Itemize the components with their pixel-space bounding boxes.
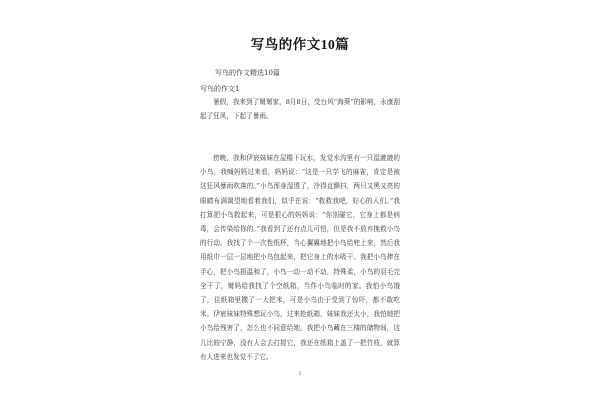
paragraph-2: 傍晚，我和伊宸妹妹在屋檐下玩水，发觉水沟里有一只湿漉漉的小鸟，我喊妈妈过来看，妈妈说：“这是一只学飞的麻雀，肯定是被这狂风暴雨吹落的。”小鸟浑身湿透了，冷得直颤抖，两只又黑又亮的眼睛布满渴望地看着我们，似乎在说：“救救我吧，好心的人们。”我打算把小鸟救起来，可是狠心的妈妈说：“你别碰它，它身上都是病毒，会传染给你的。”我看到了还有点儿可怕，但是我不放弃挽救小鸟的行动。我找了个一次性纸杯，当心翼翼地把小鸟给兜上来，然后我用纸巾一层一层地把小鸟包起来，把它身上的水吸干。我把小鸟捧在手心，把小鸟捂温和了，小鸟一动一动不动，特殊柔，小鸟的羽毛完全干了，舅妈给我找了个空纸箱，当作小鸟临时的家。我怕小鸟饿了，往纸箱里撒了一大把米，可是小鸟由于受到了惊吓，都不敢吃米。伊宸妹妹特殊想玩小鸟，过来抢纸箱，妹妹我还太小，我怕她把小鸟给残害了，怎么也不同意给她。我把小鸟藏在三楼的储物间，这儿比较宁静，没有人会去打搅它，我还在纸箱上盖了一把竹枝，就算有人进来也发觉不了它。 xyxy=(200,154,400,361)
paragraph-1: 暑假，我来到了舅舅家，8月8日，受台风“海葵”的影响，永康刮起了狂风，下起了暴雨。 xyxy=(200,98,400,121)
page-number: 1 xyxy=(298,371,302,377)
document-title: 写鸟的作文10篇 xyxy=(250,37,350,52)
document-subtitle: 写鸟的作文精选10篇 xyxy=(215,69,280,77)
section-heading: 写鸟的作文1 xyxy=(200,85,240,93)
